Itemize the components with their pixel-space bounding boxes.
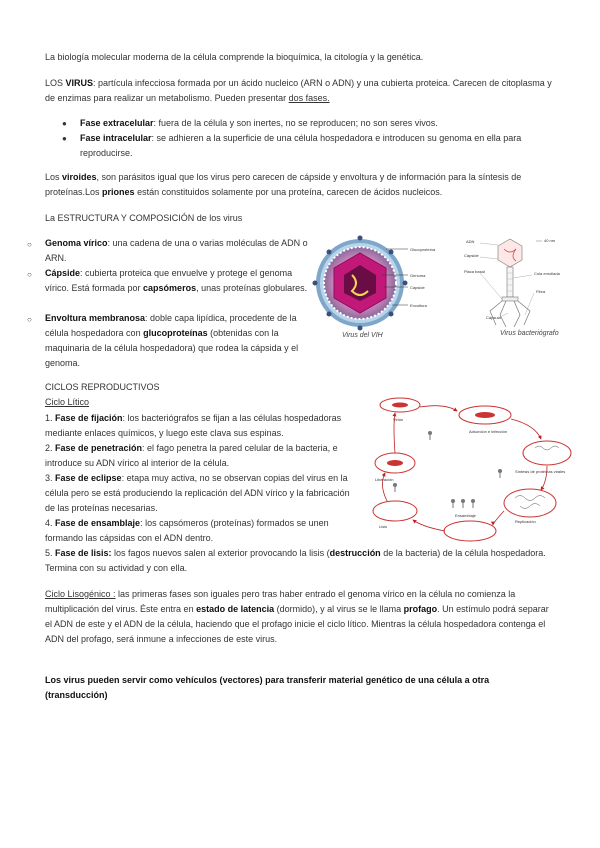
phage-label: Cápside: [464, 253, 479, 258]
cycle-label: Lisis: [379, 524, 388, 529]
bullet-icon: ●: [62, 119, 67, 128]
structure-heading: La ESTRUCTURA Y COMPOSICIÓN de los virus: [45, 213, 243, 223]
viroids-paragraph: Los viroides, son parásitos igual que los virus pero carecen de cápside y envoltura y de información para la síntesis de proteínas.Los priones están constituidos solamente por una proteína, carecen de ácidos nucleicos.: [45, 172, 522, 197]
phage-label: ADN: [466, 239, 475, 244]
lytic-steps: [45, 411, 357, 546]
bacteriophage-figure: [460, 233, 580, 341]
circle-bullet-icon: ○: [27, 270, 32, 279]
phage-label: Cola enrollada: [534, 271, 560, 276]
lytic-step: 3. Fase de eclipse: etapa muy activa, no se observan copias del virus en la célula pero se está produciendo la replicación del ADN vírico y la fabricación de las proteínas necesarias.: [45, 473, 350, 513]
structure-item-genome: Genoma vírico: una cadena de una o varias moléculas de ADN o ARN.: [45, 238, 308, 263]
lytic-step: 4. Fase de ensamblaje: los capsómeros (proteínas) formados se unen formando las cápsidas con el ADN dentro.: [45, 518, 329, 543]
cycle-label: Ensamblaje: [455, 513, 476, 518]
bullet-icon: ●: [62, 134, 67, 143]
lytic-heading: Ciclo Lítico: [45, 397, 90, 407]
hiv-label: Envoltura: [410, 303, 427, 308]
vectors-paragraph: Los virus pueden servir como vehículos (vectores) para transferir material genético de una célula a otra (transducción): [45, 675, 490, 700]
cycle-label: Liberación: [375, 477, 394, 482]
phase-item: Fase intracelular: se adhieren a la superficie de una célula hospedadora e introducen su genoma en ella para reproducirse.: [80, 133, 522, 158]
circle-bullet-icon: ○: [27, 315, 32, 324]
phage-label: Placa basal: [464, 269, 485, 274]
lysogenic-heading: Ciclo Lisogénico :: [45, 589, 116, 599]
phase-item: Fase extracelular: fuera de la célula y son inertes, no se reproducen; no son seres vivos.: [80, 118, 438, 128]
hiv-label: Cápside: [410, 285, 425, 290]
hiv-caption: Virus del VIH: [342, 332, 383, 339]
phage-label: Fibra: [536, 289, 546, 294]
hiv-virus-illustration: [312, 235, 457, 333]
lytic-cycle-figure: [365, 393, 580, 543]
phage-label: Cápsula: [486, 315, 501, 320]
hiv-virus-figure: [312, 235, 457, 340]
bacteriophage-illustration: [460, 233, 580, 331]
structure-item-envelope: Envoltura membranosa: doble capa lipídica, procedente de la célula hospedadora con glucoproteínas (obtenidas con la maquinaria de la célula hospedadora) que rodea la cápsida y el genoma.: [45, 313, 299, 368]
cycle-label: Replicación: [515, 519, 536, 524]
cycle-label: Virión: [393, 417, 404, 422]
cycles-heading: CICLOS REPRODUCTIVOS: [45, 382, 160, 392]
structure-item-capsid: Cápside: cubierta proteica que envuelve y protege el genoma vírico. Está formada por capsómeros, unas proteínas globulares.: [45, 268, 308, 293]
phage-label: 40 nm: [544, 238, 556, 243]
two-phases-link: dos fases.: [288, 93, 330, 103]
intro-paragraph: La biología molecular moderna de la célula comprende la bioquímica, la citología y la genética.: [45, 52, 424, 62]
cycle-label: Síntesis de proteínas virales: [515, 469, 566, 474]
phage-caption: Virus bacteriógrafo: [500, 330, 559, 337]
lytic-step: 5. Fase de lisis: los fagos nuevos salen al exterior provocando la lisis (destrucción de la bacteria) de la célula hospedadora. Termina con su actividad y con ella.: [45, 548, 546, 573]
lytic-step: 2. Fase de penetración: el fago penetra la pared celular de la bacteria, e introduce su ADN vírico al interior de la célula.: [45, 443, 338, 468]
lysogenic-paragraph: Ciclo Lisogénico : las primeras fases son iguales pero tras haber entrado el genoma vírico en la célula no comienza la multiplicación del virus. Éste entra en estado de latencia (dormido), y al virus se le llama profago. Un estímulo podrá separar el ADN de este y el ADN de la célula, haciendo que el profago inicie el ciclo lítico. Mientras la célula hospedadora contenga el ADN del profago, será inmune a infecciones de este virus.: [45, 589, 549, 644]
hiv-label: Glucoproteína: [410, 247, 436, 252]
circle-bullet-icon: ○: [27, 240, 32, 249]
lytic-cycle-diagram: [365, 393, 580, 543]
cycle-label: Adsorción e infección: [469, 429, 508, 434]
lytic-step: 1. Fase de fijación: los bacteriógrafos se fijan a las células hospedadoras mediante enlaces químicos, y luego este clava sus espinas.: [45, 413, 342, 438]
virus-definition: LOS VIRUS: partícula infecciosa formada por un ácido nucleico (ARN o ADN) y una cubierta proteica. Carecen de citoplasma y de enzimas para realizar un metabolismo. Pueden presentar dos fases.: [45, 78, 552, 103]
hiv-label: Genoma: [410, 273, 426, 278]
